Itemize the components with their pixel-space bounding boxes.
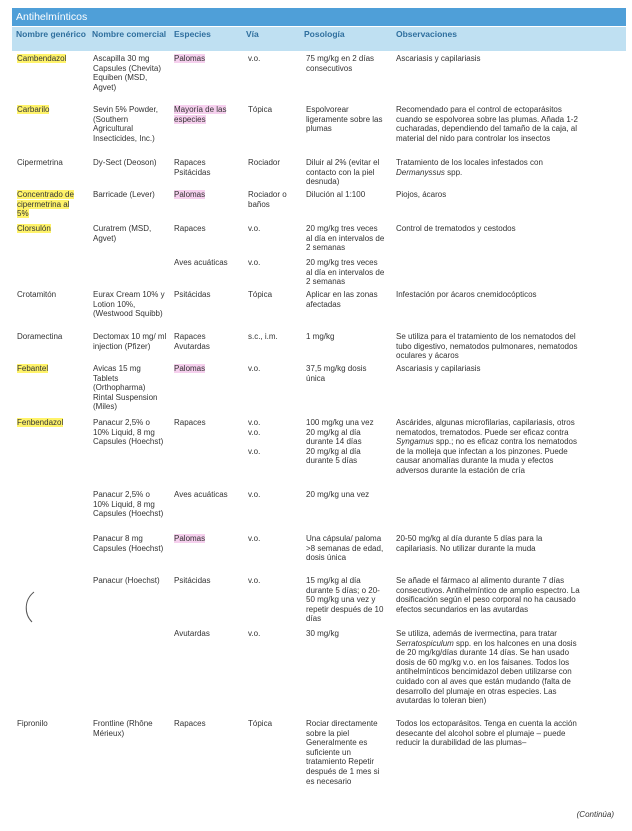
- cell-text: Psitácidas: [174, 576, 211, 585]
- cell-route: [248, 576, 300, 586]
- cell-obs: [396, 629, 586, 706]
- cell-text: s.c., i.m.: [248, 332, 278, 341]
- cell-text: Palomas: [174, 364, 206, 373]
- cell-text: Una cápsula/ paloma >8 semanas de edad, dosis única: [306, 534, 384, 563]
- cell-text: Curatrem (MSD, Agvet): [93, 224, 152, 243]
- cell-text: Ascapilla 30 mg Capsules (Chevita) Equiben (MSD, Agvet): [93, 54, 162, 92]
- cell-text: Infestación por ácaros cnemidocópticos: [396, 290, 537, 299]
- cell-text: v.o.: [248, 629, 261, 638]
- cell-dose: [306, 54, 386, 73]
- italic-term: Serratospiculum: [396, 638, 454, 648]
- cell-commercial: [93, 290, 167, 319]
- cell-commercial: [93, 576, 167, 586]
- cell-text: Aplicar en las zonas afectadas: [306, 290, 378, 309]
- cell-text: Dectomax 10 mg/ ml injection (Pfizer): [93, 332, 167, 351]
- cell-text: Palomas: [174, 534, 206, 543]
- cell-text: Panacur 8 mg Capsules (Hoechst): [93, 534, 164, 553]
- cell-route: [248, 332, 300, 342]
- cell-text: Se utiliza para el tratamiento de los nematodos del tubo digestivo, nematodos pulmonares, nematodos oculares y ácaros: [396, 332, 578, 361]
- cell-text: v.o.: [248, 364, 261, 373]
- cell-dose: [306, 534, 386, 563]
- italic-term: Dermanyssus: [396, 167, 445, 177]
- cell-text: v.o.: [248, 534, 261, 543]
- cell-commercial: [93, 534, 167, 553]
- cell-generic: [17, 332, 77, 342]
- cell-obs: [396, 158, 586, 177]
- cell-obs: [396, 719, 586, 748]
- cell-text: Espolvorear ligeramente sobre las plumas: [306, 105, 383, 134]
- cell-text: 37,5 mg/kg dosis única: [306, 364, 367, 383]
- cell-text: Avutardas: [174, 629, 210, 638]
- cell-obs: [396, 224, 586, 234]
- cell-commercial: [93, 364, 167, 412]
- cell-text: Panacur 2,5% o 10% Liquid, 8 mg Capsules (Hoechst): [93, 490, 164, 519]
- cell-text: Cambendazol: [17, 54, 67, 63]
- cell-text: Frontline (Rhône Mérieux): [93, 719, 153, 738]
- cell-route: [248, 54, 300, 64]
- cell-text: Rociar directamente sobre la piel Generalmente es suficiente un tratamiento Repetir después de 1 mes si es necesario: [306, 719, 380, 786]
- cell-dose: [306, 719, 386, 786]
- cell-text: Tópica: [248, 105, 273, 114]
- header-generic-name: Nombre genérico: [16, 29, 86, 39]
- cell-text: Palomas: [174, 54, 206, 63]
- cell-generic: [17, 190, 77, 219]
- cell-species: [174, 332, 238, 351]
- cell-species: [174, 190, 238, 200]
- cell-route: [248, 224, 300, 234]
- cell-dose: [306, 190, 386, 200]
- cell-text: 20-50 mg/kg al día durante 5 días para la capilariasis. No utilizar durante la muda: [396, 534, 543, 553]
- cell-text: Ascariasis y capilariasis: [396, 54, 481, 63]
- cell-text: Piojos, ácaros: [396, 190, 447, 199]
- continued-label: (Continúa): [576, 810, 614, 819]
- cell-text: v.o.: [248, 258, 261, 267]
- cell-species: [174, 258, 238, 268]
- cell-route: [248, 190, 300, 209]
- cell-text: Tópica: [248, 290, 273, 299]
- cell-species: [174, 364, 238, 374]
- cell-dose: [306, 629, 386, 639]
- cell-dose: [306, 105, 386, 134]
- cell-dose: [306, 290, 386, 309]
- cell-species: [174, 534, 238, 544]
- cell-text: Mayoría de las especies: [174, 105, 227, 124]
- cell-route: [248, 290, 300, 300]
- cell-route: [248, 364, 300, 374]
- cell-obs: [396, 332, 586, 361]
- cell-commercial: [93, 224, 167, 243]
- cell-text: 30 mg/kg: [306, 629, 339, 638]
- cell-species: [174, 490, 238, 500]
- cell-generic: [17, 224, 77, 234]
- cell-text: Rapaces Avutardas: [174, 332, 210, 351]
- pen-mark: [22, 590, 36, 624]
- cell-text: Todos los ectoparásitos. Tenga en cuenta la acción desecante del alcohol sobre el plumaje – puede reducir la durabilidad de las plumas–: [396, 719, 577, 748]
- cell-obs: [396, 54, 586, 64]
- observation-text: Ascárides, algunas microfilarias, capilariasis, otros nematodos, trematodos. Puede ser eficaz contra: [396, 418, 575, 437]
- cell-commercial: [93, 332, 167, 351]
- cell-route: [248, 258, 300, 268]
- cell-dose: [306, 158, 386, 187]
- cell-text: Rociador: [248, 158, 281, 167]
- observation-text: Se utiliza, además de ivermectina, para tratar: [396, 629, 557, 638]
- cell-dose: [306, 364, 386, 383]
- cell-text: Dy-Sect (Deoson): [93, 158, 157, 167]
- italic-term: Syngamus: [396, 437, 434, 447]
- cell-text: Rapaces: [174, 418, 206, 427]
- cell-species: [174, 418, 238, 428]
- cell-route: [248, 629, 300, 639]
- header-dosage: Posología: [304, 29, 345, 39]
- cell-text: v.o.: [248, 224, 261, 233]
- cell-generic: [17, 364, 77, 374]
- cell-species: [174, 629, 238, 639]
- cell-generic: [17, 105, 77, 115]
- header-species: Especies: [174, 29, 211, 39]
- cell-generic: [17, 719, 77, 729]
- cell-text: Tópica: [248, 719, 273, 728]
- cell-generic: [17, 54, 77, 64]
- cell-route: [248, 158, 300, 168]
- header-route: Vía: [246, 29, 259, 39]
- cell-text: Sevin 5% Powder, (Southern Agricultural Insecticides, Inc.): [93, 105, 158, 143]
- cell-text: Dilución al 1:100: [306, 190, 366, 199]
- cell-text: Doramectina: [17, 332, 63, 341]
- cell-text: Eurax Cream 10% y Lotion 10%, (Westwood Squibb): [93, 290, 165, 319]
- cell-route: [248, 490, 300, 500]
- cell-commercial: [93, 418, 167, 447]
- cell-obs: [396, 576, 586, 614]
- cell-generic: [17, 418, 77, 428]
- cell-obs: [396, 290, 586, 300]
- cell-text: Rapaces: [174, 224, 206, 233]
- cell-commercial: [93, 54, 167, 92]
- cell-obs: [396, 190, 586, 200]
- cell-text: 1 mg/kg: [306, 332, 335, 341]
- cell-text: Recomendado para el control de ectoparásitos cuando se espolvorea sobre las plumas. Añada 1-2 cucharadas, dependiendo del tamaño de la caja, al material del nido para controlar los insectos: [396, 105, 578, 143]
- cell-dose: [306, 332, 386, 342]
- observation-text: spp.: [444, 167, 463, 177]
- cell-text: Diluir al 2% (evitar el contacto con la piel desnuda): [306, 158, 380, 187]
- cell-obs: [396, 534, 586, 553]
- cell-species: [174, 719, 238, 729]
- cell-text: Palomas: [174, 190, 206, 199]
- cell-species: [174, 158, 238, 177]
- cell-text: v.o.: [248, 490, 261, 499]
- cell-species: [174, 224, 238, 234]
- cell-text: Avicas 15 mg Tablets (Orthopharma) Rintal Suspension (Miles): [93, 364, 158, 412]
- observation-text: spp. en los halcones en una dosis de 20 mg/kg/días durante 14 días. Se han usado dosis de 60 mg/kg v.o. en los faisanes. Todos los antihelmínticos bencimidazol deben utilizarse con cuidado con al aves que están mudando (falta de desarrollo del plumaje en otras especies. Las avutardas lo toleran bien): [396, 638, 577, 706]
- cell-text: Clorsulón: [17, 224, 51, 233]
- cell-obs: [396, 105, 586, 143]
- cell-species: [174, 290, 238, 300]
- cell-text: Aves acuáticas: [174, 490, 228, 499]
- cell-text: Barricade (Lever): [93, 190, 155, 199]
- observation-text: spp.; no es eficaz contra los nematodos de la molleja que infectan a los pinzones. Puede causar anomalías durante la muda y efectos adversos durante la estación de cría: [396, 437, 577, 475]
- cell-dose: [306, 258, 386, 287]
- cell-text: Rapaces Psitácidas: [174, 158, 211, 177]
- cell-text: Aves acuáticas: [174, 258, 228, 267]
- cell-commercial: [93, 719, 167, 738]
- cell-obs: [396, 418, 586, 476]
- cell-route: [248, 105, 300, 115]
- cell-text: Cipermetrina: [17, 158, 63, 167]
- cell-text: 15 mg/kg al día durante 5 días; o 20-50 mg/kg una vez y repetir después de 10 días: [306, 576, 384, 624]
- cell-text: Crotamitón: [17, 290, 57, 299]
- header-observations: Observaciones: [396, 29, 457, 39]
- cell-text: 75 mg/kg en 2 días consecutivos: [306, 54, 375, 73]
- cell-text: 20 mg/kg una vez: [306, 490, 370, 499]
- cell-route: [248, 534, 300, 544]
- cell-text: Panacur 2,5% o 10% Liquid, 8 mg Capsules (Hoechst): [93, 418, 164, 447]
- cell-text: 20 mg/kg tres veces al día en intervalos de 2 semanas: [306, 224, 385, 253]
- cell-dose: [306, 418, 386, 466]
- cell-text: Concentrado de cipermetrina al 5%: [17, 190, 74, 219]
- cell-route: [248, 418, 300, 456]
- cell-generic: [17, 158, 77, 168]
- cell-text: Se añade el fármaco al alimento durante 7 días consecutivos. Antihelmíntico de amplio espectro. La dosificación según el peso corporal no ha causado efectos secundarios en las avutardas: [396, 576, 580, 614]
- cell-text: Psitácidas: [174, 290, 211, 299]
- cell-dose: [306, 576, 386, 624]
- cell-text: v.o.: [248, 576, 261, 585]
- cell-text: Control de trematodos y cestodos: [396, 224, 516, 233]
- header-commercial-name: Nombre comercial: [92, 29, 167, 39]
- cell-text: Fipronilo: [17, 719, 48, 728]
- cell-text: 100 mg/kg una vez 20 mg/kg al día durante 14 días 20 mg/kg al día durante 5 días: [306, 418, 374, 466]
- cell-text: v.o. v.o. v.o.: [248, 418, 261, 456]
- cell-text: Carbarilo: [17, 105, 50, 114]
- cell-text: Panacur (Hoechst): [93, 576, 160, 585]
- cell-route: [248, 719, 300, 729]
- table-title-banner: Antihelmínticos: [12, 8, 626, 26]
- cell-text: Rapaces: [174, 719, 206, 728]
- cell-species: [174, 105, 238, 124]
- cell-text: Rociador o baños: [248, 190, 287, 209]
- cell-dose: [306, 490, 386, 500]
- cell-generic: [17, 290, 77, 300]
- cell-dose: [306, 224, 386, 253]
- cell-text: Febantel: [17, 364, 49, 373]
- cell-commercial: [93, 158, 167, 168]
- cell-species: [174, 54, 238, 64]
- cell-commercial: [93, 105, 167, 143]
- cell-text: Fenbendazol: [17, 418, 64, 427]
- cell-obs: [396, 364, 586, 374]
- cell-commercial: [93, 490, 167, 519]
- cell-species: [174, 576, 238, 586]
- cell-text: Ascariasis y capilariasis: [396, 364, 481, 373]
- cell-text: 20 mg/kg tres veces al día en intervalos de 2 semanas: [306, 258, 385, 287]
- cell-commercial: [93, 190, 167, 200]
- cell-text: v.o.: [248, 54, 261, 63]
- observation-text: Tratamiento de los locales infestados con: [396, 158, 543, 167]
